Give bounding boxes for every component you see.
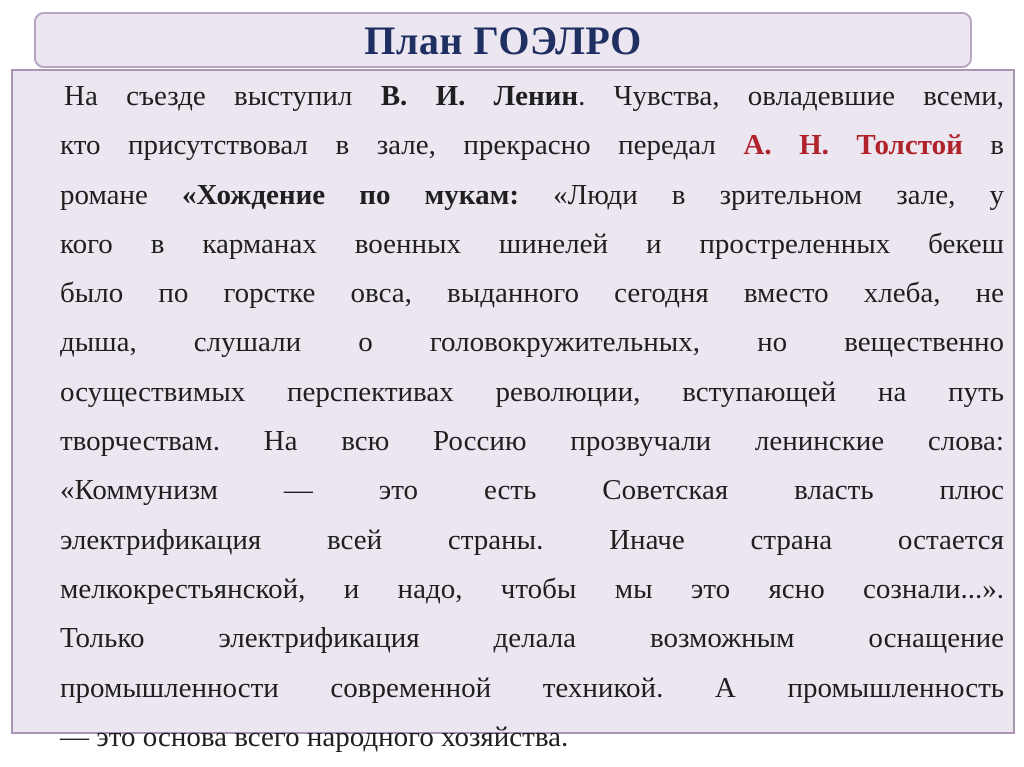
body-line-12: Только электрификация делала возможным оснащение: [60, 622, 1004, 655]
body-line-8: творчествам. На всю Россию прозвучали ленинские слова:: [60, 425, 1004, 458]
body-text: «Люди в зрительном зале, у: [518, 178, 1004, 211]
body-line-14: — это основа всего народного хозяйства.: [60, 720, 569, 753]
body-line-7: осуществимых перспективах революции, вступающей на путь: [60, 375, 1004, 408]
body-line-9: «Коммунизм — это есть Советская власть плюс: [60, 474, 1004, 507]
lenin-name: В. И. Ленин: [380, 80, 579, 112]
body-text: романе: [60, 178, 182, 211]
body-text: . Чувства, овладевшие всеми,: [578, 80, 1004, 112]
body-line-13: промышленности современной техникой. А промышленность: [60, 671, 1004, 704]
body-line-3: [60, 171, 1004, 220]
body-paragraph: [60, 72, 1004, 762]
body-text: в: [962, 129, 1004, 162]
body-text: На съезде выступил: [64, 80, 381, 112]
body-text: кто присутствовал в зале, прекрасно передал: [60, 129, 744, 162]
body-line-2: [60, 121, 1004, 170]
body-line-6: дыша, слушали о головокружительных, но вещественно: [60, 326, 1004, 359]
body-line-11: мелкокрестьянской, и надо, чтобы мы это ясно сознали...».: [60, 572, 1004, 605]
body-line-1: [60, 72, 1004, 121]
novel-title: «Хождение по мукам:: [181, 178, 519, 211]
title-box: [34, 12, 972, 68]
tolstoy-name: А. Н. Толстой: [743, 129, 963, 162]
body-line-10: электрификация всей страны. Иначе страна остается: [60, 523, 1004, 556]
slide-title: План ГОЭЛРО: [364, 17, 642, 63]
body-line-4: кого в карманах военных шинелей и простреленных бекеш: [60, 227, 1004, 260]
body-line-5: было по горстке овса, выданного сегодня вместо хлеба, не: [60, 277, 1004, 310]
